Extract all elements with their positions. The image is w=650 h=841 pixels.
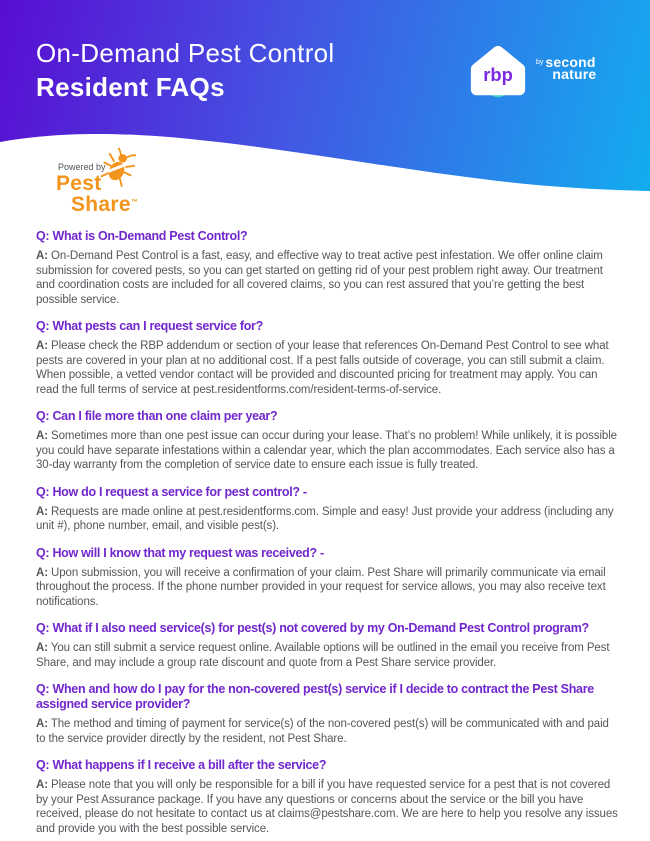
- faq-item: [36, 319, 620, 397]
- pest-share-line1: Pest: [56, 172, 102, 195]
- answer-prefix: A:: [36, 340, 48, 352]
- answer-text: Requests are made online at pest.residentforms.com. Simple and easy! Just provide your address (including any unit #), phone number, email, and visible pest(s).: [36, 505, 614, 532]
- faq-answer: [36, 566, 620, 610]
- faq-question: Q: How will I know that my request was received? -: [36, 545, 324, 560]
- answer-text: Please note that you will only be responsible for a bill if you have requested service for a pest that is not covered by your Pest Assurance package. If you have any questions or concerns about the service or the bill you have received, please do not hesitate to contact us at claims@pestshare.com. We are here to help you resolve any issues and provide you with the best possible service.: [36, 779, 618, 835]
- answer-text: The method and timing of payment for service(s) of the non-covered pest(s) will be communicated with and paid to the service provider directly by the resident, not Pest Share.: [36, 718, 609, 745]
- answer-prefix: A:: [36, 505, 48, 518]
- faq-answer: [36, 641, 620, 670]
- faq-answer: [36, 505, 620, 534]
- faq-answer: [36, 778, 620, 836]
- trademark-symbol: ™: [130, 199, 139, 206]
- answer-text: Sometimes more than one pest issue can occur during your lease. That’s no problem! While unlikely, it is possible you could have separate infestations within a calendar year, which the plan accommodates. Each service also has a 30-day warranty from the completion of service date to ensure each issue is fully treated.: [36, 430, 617, 471]
- faq-list: [36, 229, 620, 841]
- page-title: [36, 36, 335, 104]
- faq-question: Q: What if I also need service(s) for pest(s) not covered by my On-Demand Pest Control program?: [36, 621, 589, 635]
- faq-question: Q: Can I file more than one claim per year?: [36, 409, 278, 423]
- byline-prefix: by: [536, 59, 544, 66]
- faq-item: [36, 409, 620, 473]
- faq-answer: [36, 339, 620, 397]
- svg-text:rbp: rbp: [483, 63, 513, 85]
- pest-share-logo: [56, 162, 186, 214]
- answer-prefix: A:: [36, 430, 48, 442]
- page-title-line2: Resident FAQs: [36, 72, 225, 102]
- faq-question: Q: What pests can I request service for?: [36, 319, 263, 333]
- faq-item: [36, 546, 620, 610]
- answer-prefix: A:: [36, 779, 48, 791]
- faq-item: [36, 229, 620, 307]
- rbp-second-nature-logo: [467, 42, 596, 104]
- powered-by-label: Powered by: [58, 162, 106, 172]
- brand-line1: second: [545, 54, 596, 70]
- faq-item: [36, 758, 620, 836]
- answer-prefix: A:: [36, 718, 48, 730]
- rbp-house-icon: [467, 42, 529, 104]
- answer-text: Please check the RBP addendum or section of your lease that references On-Demand Pest Control to see what pests are covered in your plan at no additional cost. If a pest falls outside of coverage, you can still submit a claim. When possible, a vetted vendor contact will be provided and discounted pricing for treatment may apply. You can read the full terms of service at pest.residentforms.com/resident-terms-of-service.: [36, 340, 609, 396]
- faq-item: [36, 621, 620, 670]
- faq-item: [36, 485, 620, 534]
- faq-answer: [36, 717, 620, 746]
- second-nature-text: [545, 54, 597, 82]
- bug-icon: [100, 148, 136, 188]
- second-nature-wordmark: [536, 54, 597, 82]
- faq-question: Q: How do I request a service for pest control? -: [36, 484, 307, 499]
- page-title-line1: On-Demand Pest Control: [36, 38, 335, 68]
- answer-prefix: A:: [36, 250, 48, 262]
- answer-prefix: A:: [36, 566, 48, 579]
- brand-line2: nature: [552, 65, 597, 82]
- faq-answer: [36, 429, 620, 473]
- answer-text: On-Demand Pest Control is a fast, easy, and effective way to treat active pest infestation. We offer online claim submission for covered pests, so you can get started on getting rid of your pest problem right away. Our treatment and coordination costs are included for all covered claims, so you can rest assured that you’re getting the best possible service.: [36, 250, 603, 306]
- pest-share-line2: Share™: [71, 193, 139, 216]
- answer-prefix: A:: [36, 642, 48, 654]
- answer-text: Upon submission, you will receive a confirmation of your claim. Pest Share will primarily communicate via email throughout the process. If the phone number provided in your request for service allows, you may also receive text notifications.: [36, 566, 606, 608]
- answer-text: You can still submit a service request online. Available options will be outlined in the email you receive from Pest Share, and may include a group rate discount and quote from a Pest Share service provider.: [36, 642, 610, 669]
- faq-question: Q: When and how do I pay for the non-covered pest(s) service if I decide to contract the Pest Share assigned service provider?: [36, 682, 594, 711]
- faq-item: [36, 682, 620, 746]
- faq-question: Q: What is On-Demand Pest Control?: [36, 229, 248, 243]
- faq-answer: [36, 249, 620, 307]
- faq-question: Q: What happens if I receive a bill after the service?: [36, 758, 327, 772]
